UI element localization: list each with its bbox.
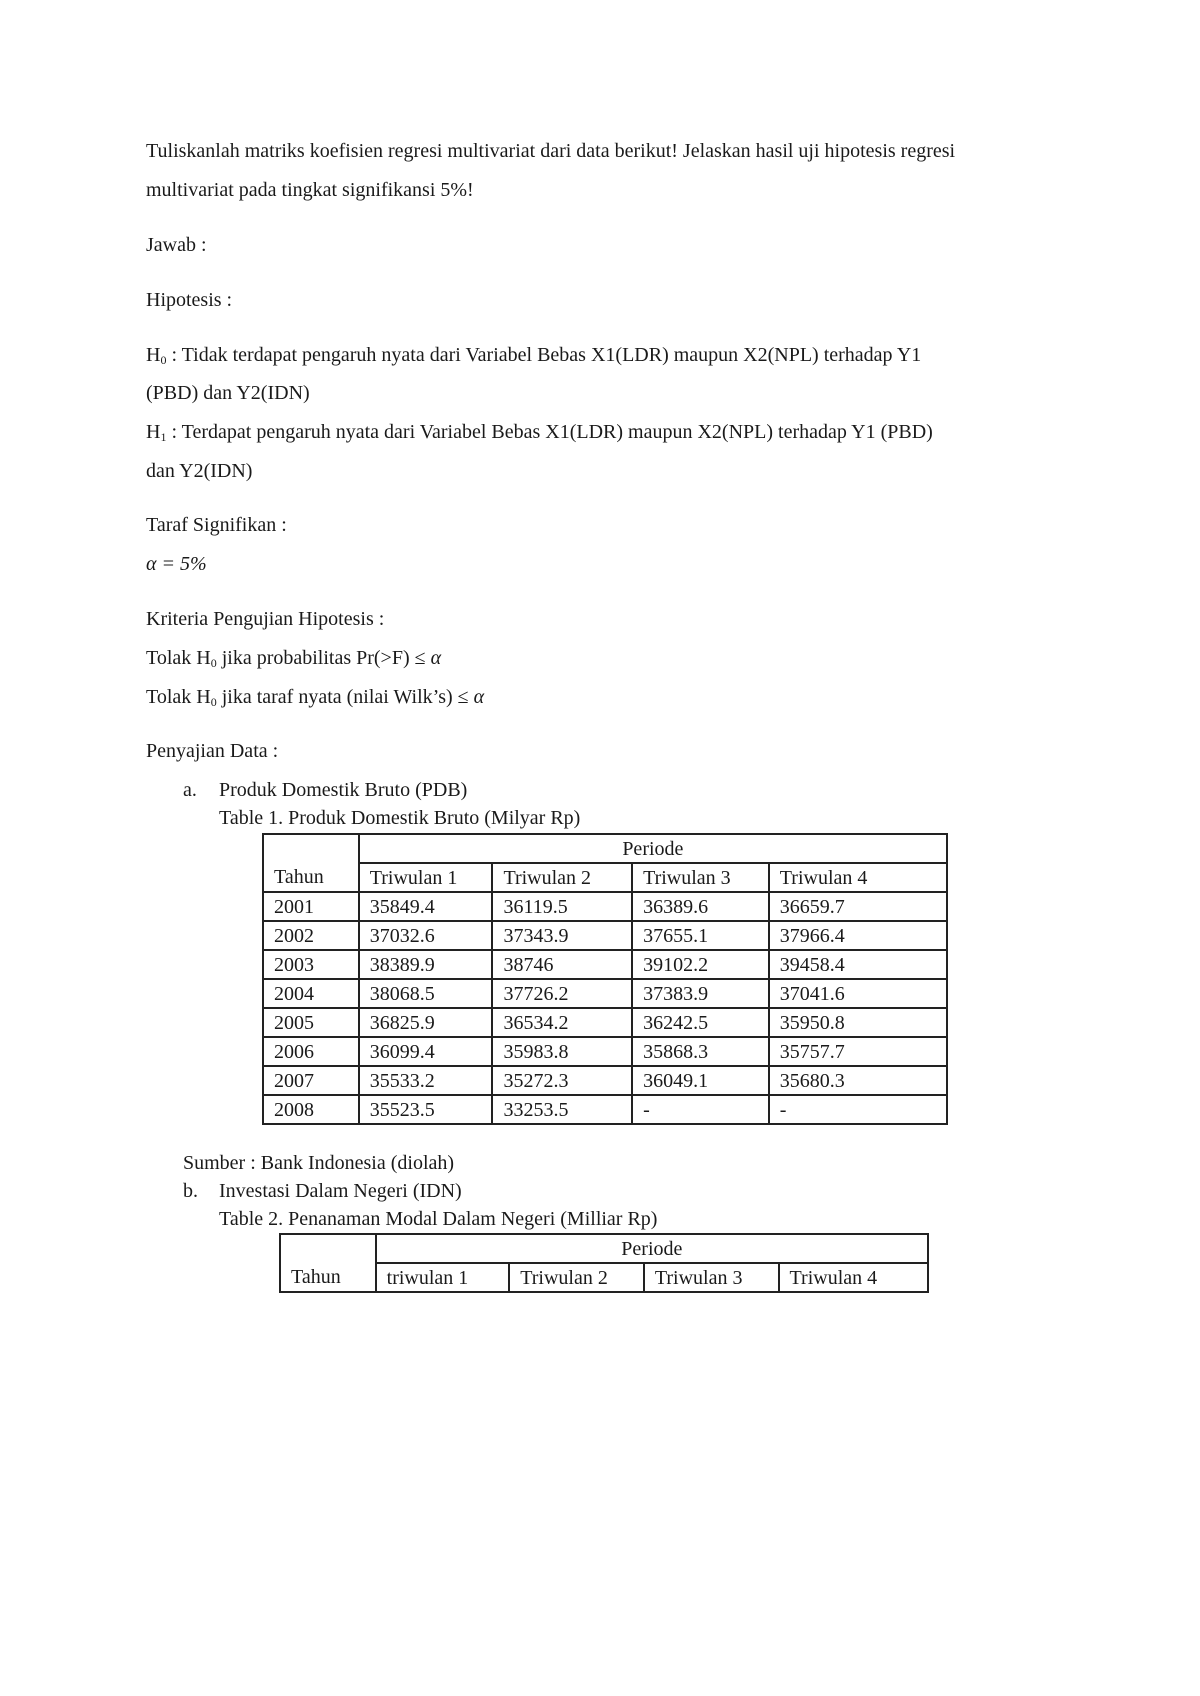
value-cell: 36099.4 [359, 1037, 493, 1066]
rule1-pre: Tolak H [146, 647, 211, 669]
h0-line-1 [146, 343, 921, 367]
year-cell: 2003 [263, 950, 359, 979]
value-cell: 37041.6 [769, 979, 947, 1008]
value-cell: 39458.4 [769, 950, 947, 979]
table-row [263, 1095, 947, 1124]
table-row [263, 979, 947, 1008]
value-cell: 36242.5 [632, 1008, 769, 1037]
table1-quarter-header: Triwulan 4 [769, 863, 947, 892]
value-cell: 37726.2 [492, 979, 632, 1008]
year-cell: 2006 [263, 1037, 359, 1066]
table-row [263, 950, 947, 979]
year-cell: 2008 [263, 1095, 359, 1124]
value-cell: 36049.1 [632, 1066, 769, 1095]
h1-symbol: H [146, 421, 161, 443]
value-cell: 36534.2 [492, 1008, 632, 1037]
value-cell: 35523.5 [359, 1095, 493, 1124]
value-cell: - [769, 1095, 947, 1124]
section-b-marker: b. [183, 1180, 198, 1202]
table2-quarter-header: Triwulan 4 [779, 1263, 928, 1292]
table1-quarter-header: Triwulan 1 [359, 863, 493, 892]
h1-text: : Terdapat pengaruh nyata dari Variabel Bebas X1(LDR) maupun X2(NPL) terhadap Y1 (PBD) [166, 421, 933, 443]
h1-subscript: 1 [160, 430, 167, 444]
table2-caption: Table 2. Penanaman Modal Dalam Negeri (Milliar Rp) [219, 1208, 658, 1230]
value-cell: 36825.9 [359, 1008, 493, 1037]
table2-quarter-header: Triwulan 2 [509, 1263, 644, 1292]
penyajian-heading: Penyajian Data : [146, 740, 279, 762]
value-cell: 37655.1 [632, 921, 769, 950]
h0-symbol: H [146, 344, 161, 366]
table2-tahun-header: Tahun [280, 1234, 376, 1292]
value-cell: 38389.9 [359, 950, 493, 979]
table1-header-row-2 [263, 863, 947, 892]
h0-line-2: (PBD) dan Y2(IDN) [146, 382, 310, 404]
value-cell: 38746 [492, 950, 632, 979]
h1-line-1 [146, 420, 933, 444]
year-cell: 2007 [263, 1066, 359, 1095]
kriteria-rule-1 [146, 646, 441, 670]
kriteria-rule-2 [146, 685, 484, 709]
table2-periode-header: Periode [376, 1234, 928, 1263]
rule1-post: jika probabilitas Pr(>F) ≤ [216, 647, 431, 669]
value-cell: 35849.4 [359, 892, 493, 921]
section-b-title: Investasi Dalam Negeri (IDN) [219, 1180, 462, 1202]
value-cell: 39102.2 [632, 950, 769, 979]
value-cell: 35533.2 [359, 1066, 493, 1095]
table1-periode-header: Periode [359, 834, 947, 863]
table1-quarter-header: Triwulan 3 [632, 863, 769, 892]
value-cell: 35868.3 [632, 1037, 769, 1066]
value-cell: 36659.7 [769, 892, 947, 921]
value-cell: 35983.8 [492, 1037, 632, 1066]
value-cell: 35680.3 [769, 1066, 947, 1095]
value-cell: 33253.5 [492, 1095, 632, 1124]
table2-header-row-2 [280, 1263, 928, 1292]
value-cell: 36119.5 [492, 892, 632, 921]
value-cell: - [632, 1095, 769, 1124]
value-cell: 37032.6 [359, 921, 493, 950]
year-cell: 2001 [263, 892, 359, 921]
kriteria-heading: Kriteria Pengujian Hipotesis : [146, 608, 385, 630]
value-cell: 35272.3 [492, 1066, 632, 1095]
table1-source: Sumber : Bank Indonesia (diolah) [183, 1152, 455, 1174]
rule2-pre: Tolak H [146, 686, 211, 708]
value-cell: 35757.7 [769, 1037, 947, 1066]
alpha-value: α = 5% [146, 553, 207, 575]
value-cell: 38068.5 [359, 979, 493, 1008]
taraf-heading: Taraf Signifikan : [146, 514, 287, 536]
jawab-label: Jawab : [146, 234, 207, 256]
table1-quarter-header: Triwulan 2 [492, 863, 632, 892]
rule2-subscript: 0 [210, 695, 217, 709]
value-cell: 35950.8 [769, 1008, 947, 1037]
table-row [263, 1008, 947, 1037]
table-idn [279, 1233, 929, 1293]
table1-caption: Table 1. Produk Domestik Bruto (Milyar Rp) [219, 807, 581, 829]
section-a-title: Produk Domestik Bruto (PDB) [219, 779, 468, 801]
table1-tahun-header: Tahun [263, 834, 359, 892]
table1-header-row-1 [263, 834, 947, 863]
rule2-alpha: α [473, 686, 485, 708]
year-cell: 2002 [263, 921, 359, 950]
table2-quarter-header: Triwulan 3 [644, 1263, 779, 1292]
value-cell: 36389.6 [632, 892, 769, 921]
question-line-2: multivariat pada tingkat signifikansi 5%! [146, 179, 474, 201]
table-row [263, 892, 947, 921]
year-cell: 2005 [263, 1008, 359, 1037]
rule1-subscript: 0 [210, 656, 217, 670]
h1-line-2: dan Y2(IDN) [146, 460, 253, 482]
year-cell: 2004 [263, 979, 359, 1008]
table-pdb [262, 833, 948, 1125]
table-row [263, 921, 947, 950]
section-a-marker: a. [183, 779, 197, 801]
rule2-post: jika taraf nyata (nilai Wilk’s) ≤ [216, 686, 474, 708]
h0-subscript: 0 [160, 353, 167, 367]
table2-header-row-1 [280, 1234, 928, 1263]
table-row [263, 1037, 947, 1066]
table2-quarter-header: triwulan 1 [376, 1263, 510, 1292]
rule1-alpha: α [430, 647, 442, 669]
value-cell: 37966.4 [769, 921, 947, 950]
value-cell: 37383.9 [632, 979, 769, 1008]
h0-text: : Tidak terdapat pengaruh nyata dari Variabel Bebas X1(LDR) maupun X2(NPL) terhadap Y1 [166, 344, 922, 366]
hipotesis-heading: Hipotesis : [146, 289, 233, 311]
table-row [263, 1066, 947, 1095]
question-line-1: Tuliskanlah matriks koefisien regresi multivariat dari data berikut! Jelaskan hasil uji hipotesis regresi [146, 140, 956, 162]
value-cell: 37343.9 [492, 921, 632, 950]
